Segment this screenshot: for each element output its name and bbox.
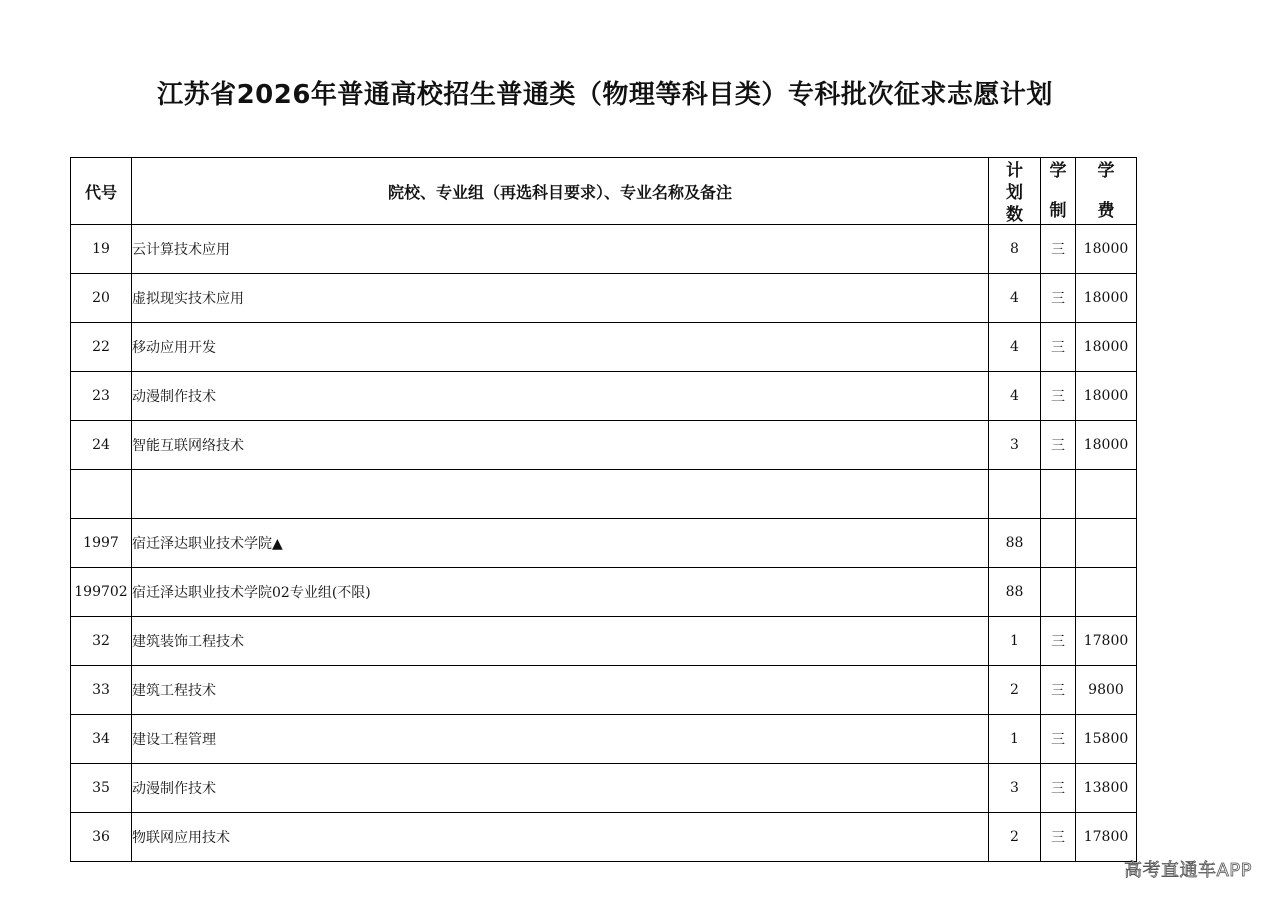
cell-code: 20 xyxy=(71,274,132,323)
cell-duration: 三 xyxy=(1041,225,1076,274)
cell-code: 1997 xyxy=(71,519,132,568)
cell-duration xyxy=(1041,568,1076,617)
cell-plan: 1 xyxy=(989,715,1041,764)
cell-plan: 88 xyxy=(989,519,1041,568)
header-duration-char: 制 xyxy=(1049,201,1067,221)
cell-duration: 三 xyxy=(1041,617,1076,666)
cell-code: 35 xyxy=(71,764,132,813)
enrollment-plan-table xyxy=(70,157,1137,862)
cell-duration: 三 xyxy=(1041,813,1076,862)
cell-name: 云计算技术应用 xyxy=(132,225,989,274)
cell-name: 建筑工程技术 xyxy=(132,666,989,715)
cell-fee: 13800 xyxy=(1076,764,1137,813)
cell-name: 虚拟现实技术应用 xyxy=(132,274,989,323)
cell-fee xyxy=(1076,470,1137,519)
table-header-row xyxy=(71,158,1137,225)
table-row xyxy=(71,666,1137,715)
cell-plan: 8 xyxy=(989,225,1041,274)
header-fee-char: 学 xyxy=(1097,161,1115,181)
cell-duration: 三 xyxy=(1041,666,1076,715)
cell-plan: 3 xyxy=(989,421,1041,470)
cell-code: 199702 xyxy=(71,568,132,617)
cell-fee: 18000 xyxy=(1076,323,1137,372)
header-duration xyxy=(1041,158,1076,225)
cell-fee: 15800 xyxy=(1076,715,1137,764)
cell-duration: 三 xyxy=(1041,421,1076,470)
cell-name: 智能互联网络技术 xyxy=(132,421,989,470)
cell-fee xyxy=(1076,519,1137,568)
cell-code: 23 xyxy=(71,372,132,421)
table-row xyxy=(71,323,1137,372)
watermark: 高考直通车APP xyxy=(1123,860,1252,881)
header-fee-char: 费 xyxy=(1097,201,1115,221)
table-row xyxy=(71,372,1137,421)
cell-fee: 9800 xyxy=(1076,666,1137,715)
cell-code: 32 xyxy=(71,617,132,666)
cell-fee: 18000 xyxy=(1076,225,1137,274)
cell-duration xyxy=(1041,519,1076,568)
cell-duration: 三 xyxy=(1041,274,1076,323)
cell-plan: 4 xyxy=(989,372,1041,421)
cell-fee: 18000 xyxy=(1076,421,1137,470)
cell-fee: 17800 xyxy=(1076,813,1137,862)
cell-name: 宿迁泽达职业技术学院02专业组(不限) xyxy=(132,568,989,617)
cell-name: 建设工程管理 xyxy=(132,715,989,764)
cell-fee: 18000 xyxy=(1076,372,1137,421)
table-row-major-group xyxy=(71,568,1137,617)
page-title: 江苏省2026年普通高校招生普通类（物理等科目类）专科批次征求志愿计划 xyxy=(157,80,1053,110)
cell-fee xyxy=(1076,568,1137,617)
cell-plan: 1 xyxy=(989,617,1041,666)
cell-code: 34 xyxy=(71,715,132,764)
cell-code: 36 xyxy=(71,813,132,862)
cell-duration: 三 xyxy=(1041,715,1076,764)
cell-name xyxy=(132,470,989,519)
cell-code: 22 xyxy=(71,323,132,372)
header-plan-count-char: 划 xyxy=(1006,183,1023,203)
table-row xyxy=(71,715,1137,764)
cell-fee: 18000 xyxy=(1076,274,1137,323)
cell-duration xyxy=(1041,470,1076,519)
cell-plan: 88 xyxy=(989,568,1041,617)
header-plan-count-char: 数 xyxy=(1006,205,1023,225)
cell-name: 物联网应用技术 xyxy=(132,813,989,862)
cell-name: 移动应用开发 xyxy=(132,323,989,372)
table-row-empty xyxy=(71,470,1137,519)
table-row xyxy=(71,225,1137,274)
table-row-institution xyxy=(71,519,1137,568)
header-fee xyxy=(1076,158,1137,225)
cell-duration: 三 xyxy=(1041,764,1076,813)
header-plan-count-char: 计 xyxy=(1006,161,1023,181)
cell-name: 宿迁泽达职业技术学院▲ xyxy=(132,519,989,568)
table-row xyxy=(71,421,1137,470)
header-name: 院校、专业组（再选科目要求）、专业名称及备注 xyxy=(132,158,989,225)
cell-code: 19 xyxy=(71,225,132,274)
cell-plan: 4 xyxy=(989,323,1041,372)
table-row xyxy=(71,274,1137,323)
cell-plan xyxy=(989,470,1041,519)
table-row xyxy=(71,764,1137,813)
cell-name: 动漫制作技术 xyxy=(132,372,989,421)
cell-code: 33 xyxy=(71,666,132,715)
cell-code: 24 xyxy=(71,421,132,470)
cell-plan: 2 xyxy=(989,813,1041,862)
header-code: 代号 xyxy=(71,158,132,225)
cell-plan: 2 xyxy=(989,666,1041,715)
table-row xyxy=(71,617,1137,666)
cell-duration: 三 xyxy=(1041,372,1076,421)
table-row xyxy=(71,813,1137,862)
header-duration-char: 学 xyxy=(1049,161,1067,181)
header-plan-count xyxy=(989,158,1041,225)
cell-name: 动漫制作技术 xyxy=(132,764,989,813)
cell-duration: 三 xyxy=(1041,323,1076,372)
cell-fee: 17800 xyxy=(1076,617,1137,666)
cell-plan: 3 xyxy=(989,764,1041,813)
cell-name: 建筑装饰工程技术 xyxy=(132,617,989,666)
cell-code xyxy=(71,470,132,519)
cell-plan: 4 xyxy=(989,274,1041,323)
